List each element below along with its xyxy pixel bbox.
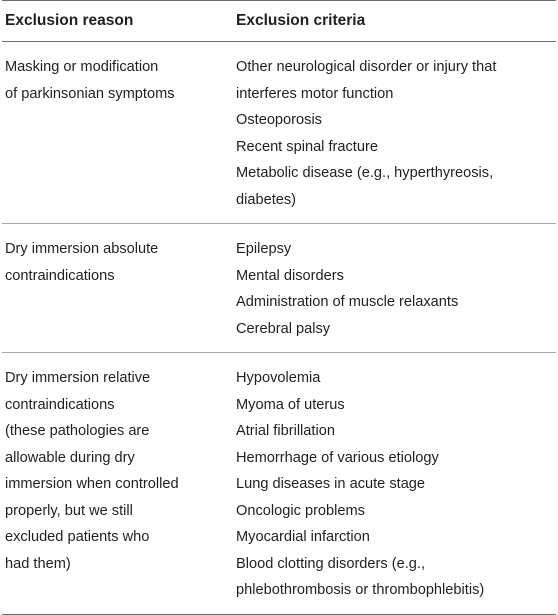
criterion-item <box>236 107 556 134</box>
exclusion-criteria-cell <box>230 236 556 342</box>
exclusion-reason-text: immersion when controlled <box>5 476 179 492</box>
criterion-text: Blood clotting disorders (e.g., <box>236 555 426 572</box>
criterion-text: Mental disorders <box>236 267 344 284</box>
exclusion-reason-text: of parkinsonian symptoms <box>5 85 175 102</box>
exclusion-reason-text: contraindications <box>5 267 115 284</box>
exclusion-reason-cell <box>2 236 230 342</box>
exclusion-reason-text: Dry immersion relative <box>5 370 151 386</box>
criterion-item <box>236 498 556 525</box>
exclusion-criteria-cell <box>230 54 556 213</box>
criterion-text: Myoma of uterus <box>236 396 345 413</box>
criterion-item <box>236 392 556 419</box>
exclusion-reason-cell <box>2 365 230 604</box>
criterion-item <box>236 365 556 392</box>
criterion-item <box>236 471 556 498</box>
exclusion-reason-text: allowable during dry <box>5 449 135 466</box>
exclusion-reason-text: Dry immersion absolute <box>5 241 159 257</box>
table-row <box>2 224 556 352</box>
criterion-text: Hemorrhage of various etiology <box>236 449 439 466</box>
exclusion-reason-text: Masking or modification <box>5 59 159 75</box>
exclusion-reason-text: contraindications <box>5 396 115 413</box>
criterion-item <box>236 445 556 472</box>
criterion-item <box>236 551 556 604</box>
exclusion-reason-text: properly, but we still <box>5 502 133 519</box>
criterion-text: Administration of muscle relaxants <box>236 294 459 310</box>
header-exclusion-criteria: Exclusion criteria <box>236 12 366 29</box>
criterion-text: Metabolic disease (e.g., hyperthyreosis, <box>236 165 494 181</box>
table-row <box>2 353 556 614</box>
criterion-item <box>236 316 556 343</box>
criterion-text: Atrial fibrillation <box>236 423 335 439</box>
exclusion-reason-cell <box>2 54 230 213</box>
exclusion-reason-text: (these pathologies are <box>5 423 150 439</box>
criterion-text: Oncologic problems <box>236 502 365 519</box>
criterion-text: interferes motor function <box>236 85 394 102</box>
criterion-item <box>236 289 556 316</box>
criterion-text: Epilepsy <box>236 241 292 257</box>
criterion-item <box>236 134 556 161</box>
table-bottom-rule <box>2 614 556 615</box>
criterion-text: Recent spinal fracture <box>236 138 378 155</box>
criterion-text: Lung diseases in acute stage <box>236 476 426 492</box>
criterion-item <box>236 236 556 263</box>
exclusion-table <box>2 0 556 615</box>
criterion-text: Hypovolemia <box>236 370 321 386</box>
criterion-text: Myocardial infarction <box>236 529 370 545</box>
exclusion-criteria-cell <box>230 365 556 604</box>
header-exclusion-reason: Exclusion reason <box>5 12 134 29</box>
criterion-text: Cerebral palsy <box>236 320 331 337</box>
criterion-text: Other neurological disorder or injury that <box>236 59 497 75</box>
table-row <box>2 42 556 223</box>
criterion-item <box>236 524 556 551</box>
table-header <box>2 1 556 41</box>
exclusion-reason-text: had them) <box>5 555 71 572</box>
criterion-text: diabetes) <box>236 191 297 208</box>
criterion-item <box>236 418 556 445</box>
criterion-item <box>236 263 556 290</box>
criterion-item <box>236 54 556 107</box>
criterion-text: phlebothrombosis or thrombophlebitis) <box>236 582 485 598</box>
criterion-text: Osteoporosis <box>236 112 322 128</box>
table-body <box>2 42 556 615</box>
criterion-item <box>236 160 556 213</box>
exclusion-reason-text: excluded patients who <box>5 529 150 545</box>
